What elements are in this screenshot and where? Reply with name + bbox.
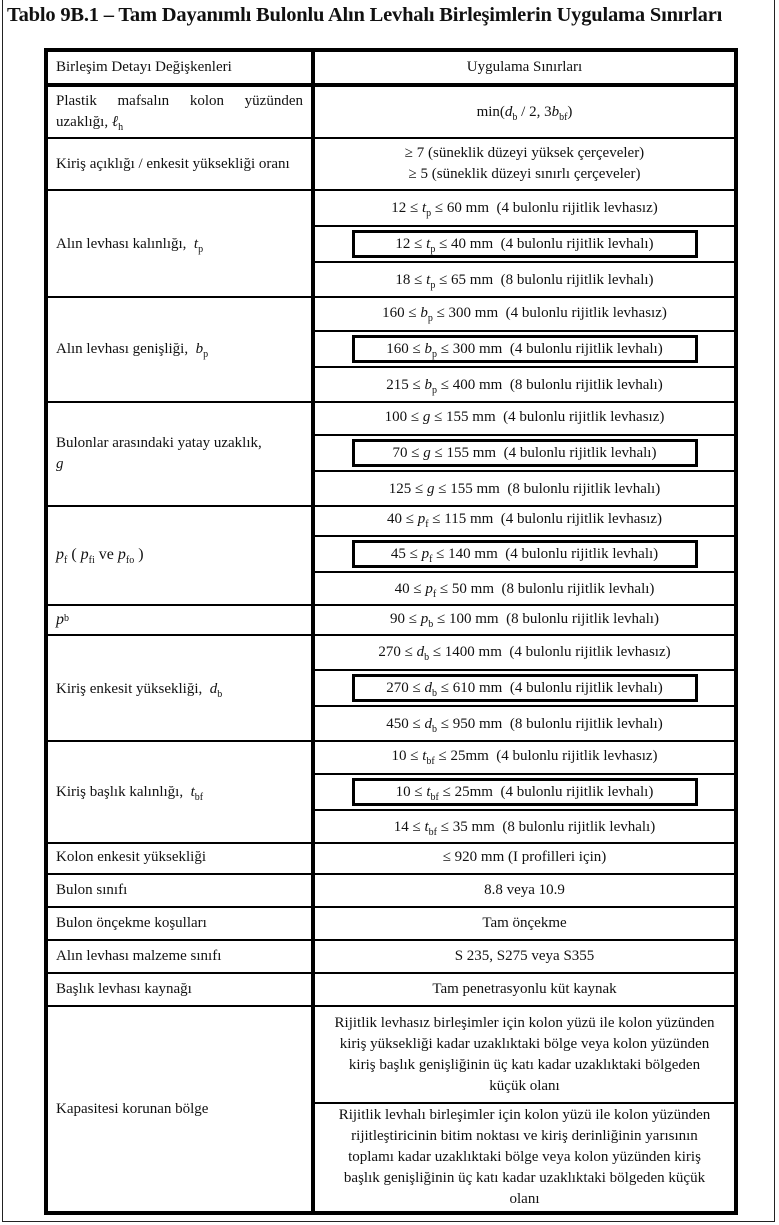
row-protected-text-stiffened: Rijitlik levhalı birleşimler için kolon yüzü ile kolon yüzünden rijitleştiricinin bitim noktası ve kiriş derinliğinin yarısının toplamı kadar uzaklıktaki bölge veya kolon yüzünden kiriş başlık genişliğinin üç katı kadar uzaklıktaki bölgeden küçük olanı <box>338 1107 711 1207</box>
symbol-g: g <box>56 455 64 472</box>
row-simple-label: Başlık levhası kaynağı <box>56 981 192 997</box>
row-tbf-limit-1: $10 \le t_{bf} \le 25mm$ (4 bulonlu rijitlik levhasız) <box>391 748 658 767</box>
row-tbf-label: Kiriş başlık kalınlığı, $t_{bf}$ <box>56 783 204 803</box>
row-pf-limit-2 <box>315 537 734 571</box>
row-simple-value: 8.8 veya 10.9 <box>484 882 565 898</box>
highlight-box: $12 \le t_p \le 40$ mm (4 bulonlu rijitlik levhalı) <box>352 230 698 258</box>
row-g-label: Bulonlar arasındaki yatay uzaklık, g <box>56 434 262 472</box>
row-simple-label: Kolon enkesit yüksekliği <box>56 849 206 865</box>
highlight-box: 70 ≤ g ≤ 155 mm (4 bulonlu rijitlik levhalı) <box>352 439 698 467</box>
row-db-limit-2 <box>315 671 734 705</box>
row-simple-value: Tam önçekme <box>482 915 567 931</box>
row-simple-value: S 235, S275 veya S355 <box>454 948 595 964</box>
row-bp-limit-3: $215 \le b_p \le 400$ mm (8 bulonlu rijitlik levhalı) <box>386 377 663 396</box>
row-pb-value: $90 \le p_b \le 100$ mm (8 bulonlu rijitlik levhalı) <box>390 610 659 630</box>
row-pb-label: p b <box>56 610 69 628</box>
row-bp-limit-2 <box>315 332 734 366</box>
header-col-variables: Birleşim Detayı Değişkenleri <box>56 59 232 75</box>
row-tp-limit-1: $12 \le t_p \le 60$ mm (4 bulonlu rijitlik levhasız) <box>391 199 658 219</box>
row-tp-label: Alın levhası kalınlığı, $t_p$ <box>56 236 204 255</box>
row-simple-label: Bulon sınıfı <box>56 882 128 898</box>
row-protected-text-unstiffened: Rijitlik levhasız birleşimler için kolon yüzü ile kolon yüzünden kiriş yüksekliği kadar uzaklıktaki bölge veya kolon yüzünden kiriş başlık genişliğinin üç katı kadar uzaklıktaki bölgeden küçük olanı <box>334 1014 715 1094</box>
row-g-limit-3: 125 ≤ g ≤ 155 mm (8 bulonlu rijitlik levhalı) <box>388 481 661 497</box>
row-g-limit-1: 100 ≤ g ≤ 155 mm (4 bulonlu rijitlik levhasız) <box>384 408 665 425</box>
row-pf-limit-3: $40 \le p_f \le 50$ mm (8 bulonlu rijitlik levhalı) <box>394 581 655 600</box>
row-tbf-limit-2 <box>315 775 734 809</box>
row-simple-label: Bulon önçekme koşulları <box>56 915 207 931</box>
row-db-label: Kiriş enkesit yüksekliği, $d_b$ <box>56 680 223 700</box>
row-protected-label: Kapasitesi korunan bölge <box>56 1100 209 1117</box>
row-simple-value: ≤ 920 mm (I profilleri için) <box>442 849 607 865</box>
symbol-bp: b <box>195 341 204 357</box>
row-pf-label: $p_f$ ( $p_{fi}$ ve $p_{fo}$ ) <box>56 546 144 566</box>
row-bp-limit-1: $160 \le b_p \le 300$ mm (4 bulonlu rijitlik levhasız) <box>382 304 667 324</box>
symbol-lh: ℓ <box>111 114 119 130</box>
row-db-limit-1: $270 \le d_b \le 1400$ mm (4 bulonlu rijitlik levhasız) <box>378 644 671 663</box>
highlight-box: $10 \le t_{bf} \le 25mm$ (4 bulonlu rijitlik levhalı) <box>352 778 698 806</box>
row-span-label: Kiriş açıklığı / enkesit yüksekliği oranı <box>56 155 290 172</box>
row-tp-limit-2 <box>315 227 734 261</box>
row-lh-value: $\min(d_b / 2$, $3b_{bf}$) <box>476 103 573 123</box>
row-db-limit-3: $450 \le d_b \le 950$ mm (8 bulonlu rijitlik levhalı) <box>386 716 663 735</box>
row-divider <box>48 634 734 636</box>
symbol-tbf: t <box>190 783 195 800</box>
row-tp-limit-3: $18 \le t_p \le 65$ mm (8 bulonlu rijitlik levhalı) <box>395 272 654 291</box>
highlight-box: $270 \le d_b \le 610$ mm (4 bulonlu rijitlik levhalı) <box>352 674 698 702</box>
row-g-limit-2 <box>315 436 734 470</box>
row-simple-label: Alın levhası malzeme sınıfı <box>56 948 222 964</box>
row-tbf-limit-3: $14 \le t_{bf} \le 35$ mm (8 bulonlu rijitlik levhalı) <box>393 819 656 838</box>
table-title: Tablo 9B.1 – Tam Dayanımlı Bulonlu Alın Levhalı Birleşimlerin Uygulama Sınırları <box>7 4 723 26</box>
symbol-db: d <box>209 680 218 697</box>
highlight-box: $45 \le p_f \le 140$ mm (4 bulonlu rijitlik levhalı) <box>352 540 698 568</box>
row-lh-label: Plastik mafsalın kolon yüzünden uzaklığı, ℓ$_h$ <box>56 93 303 133</box>
row-span-value: ≥ 7 (süneklik düzeyi yüksek çerçeveler) ≥ 5 (süneklik düzeyi sınırlı çerçeveler) <box>404 145 645 182</box>
highlight-box: $160 \le b_p \le 300$ mm (4 bulonlu rijitlik levhalı) <box>352 335 698 363</box>
row-pf-limit-1: $40 \le p_f \le 115$ mm (4 bulonlu rijitlik levhasız) <box>386 510 663 530</box>
symbol-tp: t <box>193 236 199 252</box>
row-bp-label: Alın levhası genişliği, $b_p$ <box>56 341 209 360</box>
header-col-limits: Uygulama Sınırları <box>466 59 583 75</box>
row-simple-value: Tam penetrasyonlu küt kaynak <box>432 981 617 997</box>
